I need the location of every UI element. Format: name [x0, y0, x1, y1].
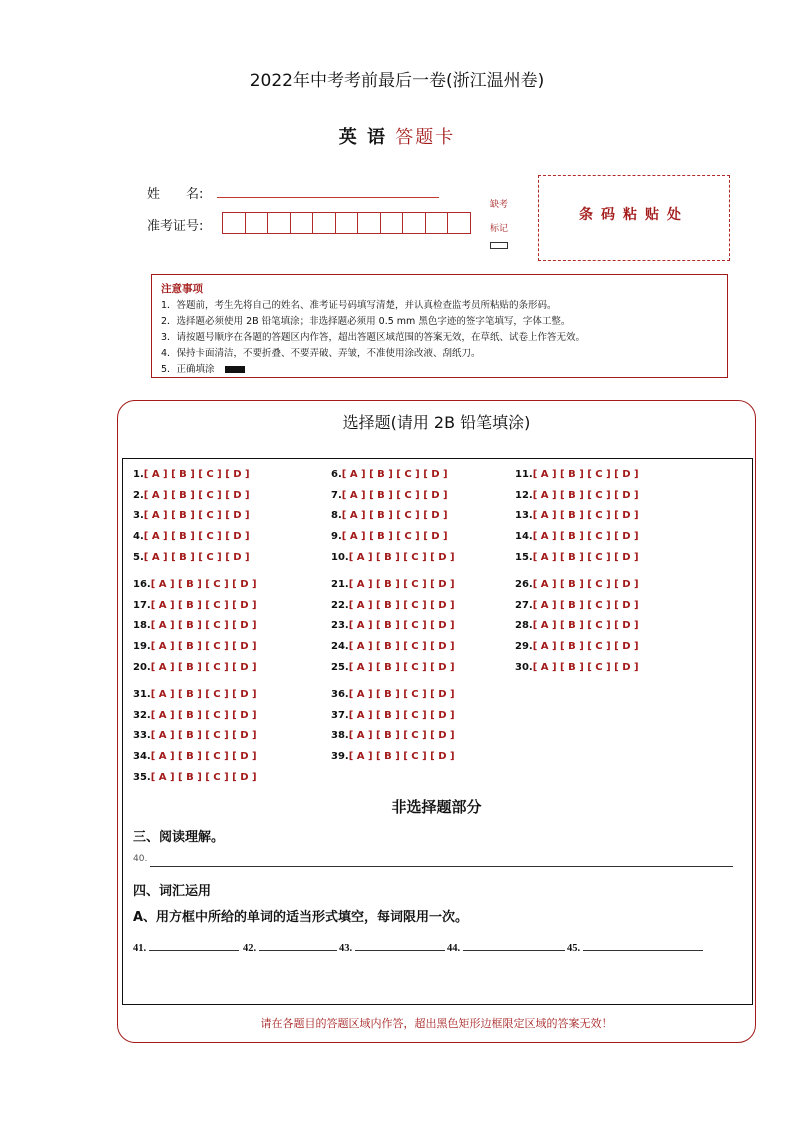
absent-mark-label: [480, 193, 518, 241]
question-number: 5.: [133, 551, 144, 563]
answer-options[interactable]: [ A ] [ B ] [ C ] [ D ]: [532, 620, 639, 632]
question-number: 1.: [133, 469, 144, 480]
answer-options[interactable]: [ A ] [ B ] [ C ] [ D ]: [348, 661, 455, 673]
choice-question-row[interactable]: [331, 730, 455, 741]
id-digit-box[interactable]: [402, 212, 426, 234]
question-number: 37.: [331, 709, 349, 721]
id-digit-box[interactable]: [357, 212, 381, 234]
id-digit-box[interactable]: [245, 212, 269, 234]
id-digit-box[interactable]: [290, 212, 314, 234]
question-number: 29.: [515, 641, 533, 653]
fill-answer-line[interactable]: [583, 940, 703, 951]
answer-options[interactable]: [ A ] [ B ] [ C ] [ D ]: [150, 751, 257, 763]
name-field[interactable]: [217, 196, 439, 198]
question-number: 38.: [331, 730, 349, 742]
absent-label-line-2: 标记: [489, 224, 508, 234]
choice-question-row[interactable]: [331, 689, 455, 700]
choice-question-row[interactable]: [515, 662, 639, 673]
answer-options[interactable]: [ A ] [ B ] [ C ] [ D ]: [341, 510, 448, 522]
answer-options[interactable]: [ A ] [ B ] [ C ] [ D ]: [532, 579, 639, 590]
name-label: 姓 名:: [147, 187, 204, 202]
note-item: 2．选择题必须使用 2B 铅笔填涂；非选择题必须用 0.5 mm 黑色字迹的签字笔填写，字体工整。: [161, 316, 571, 327]
question-number: 13.: [515, 510, 533, 522]
part-a-instruction: A、用方框中所给的单词的适当形式填空，每词限用一次。: [133, 910, 469, 925]
footer-warning: 请在各题目的答题区域内作答，超出黑色矩形边框限定区域的答案无效！: [260, 1017, 613, 1030]
fill-answer-line[interactable]: [355, 940, 445, 951]
choice-question-row[interactable]: [515, 531, 639, 542]
choice-question-row[interactable]: [515, 600, 639, 611]
answer-options[interactable]: [ A ] [ B ] [ C ] [ D ]: [341, 531, 448, 543]
question-number: 4.: [133, 531, 144, 543]
answer-options[interactable]: [ A ] [ B ] [ C ] [ D ]: [348, 689, 455, 700]
choice-section-title: 选择题(请用 2B 铅笔填涂): [342, 413, 531, 432]
choice-question-row[interactable]: [133, 531, 250, 542]
question-number: 24.: [331, 641, 349, 653]
question-number: 11.: [515, 469, 533, 480]
answer-options[interactable]: [ A ] [ B ] [ C ] [ D ]: [143, 531, 250, 543]
question-number: 30.: [515, 661, 533, 673]
answer-options[interactable]: [ A ] [ B ] [ C ] [ D ]: [150, 620, 257, 632]
choice-question-row[interactable]: [515, 579, 639, 590]
choice-question-row[interactable]: [133, 620, 257, 631]
choice-question-row[interactable]: [133, 641, 257, 652]
answer-options[interactable]: [ A ] [ B ] [ C ] [ D ]: [532, 551, 639, 563]
question-number: 19.: [133, 641, 151, 653]
answer-card-label: 答题卡: [395, 127, 456, 148]
answer-options[interactable]: [ A ] [ B ] [ C ] [ D ]: [532, 489, 639, 501]
id-label: 准考证号:: [147, 219, 204, 234]
question-number: 8.: [331, 510, 342, 522]
answer-options[interactable]: [ A ] [ B ] [ C ] [ D ]: [348, 751, 455, 763]
question-number: 20.: [133, 661, 151, 673]
question-number: 21.: [331, 579, 349, 590]
subject-label: 英 语: [338, 127, 387, 148]
choice-question-row[interactable]: [331, 641, 455, 652]
answer-options[interactable]: [ A ] [ B ] [ C ] [ D ]: [143, 510, 250, 522]
question-number: 14.: [515, 531, 533, 543]
exam-title: 2022年中考考前最后一卷(浙江温州卷): [249, 71, 545, 91]
choice-question-row[interactable]: [331, 579, 455, 590]
question-number: 27.: [515, 599, 533, 611]
answer-options[interactable]: [ A ] [ B ] [ C ] [ D ]: [150, 730, 257, 742]
id-digit-box[interactable]: [425, 212, 449, 234]
choice-question-row[interactable]: [133, 469, 250, 480]
answer-options[interactable]: [ A ] [ B ] [ C ] [ D ]: [150, 661, 257, 673]
choice-question-row[interactable]: [133, 772, 257, 783]
choice-question-row[interactable]: [331, 620, 455, 631]
answer-options[interactable]: [ A ] [ B ] [ C ] [ D ]: [532, 469, 639, 480]
q40-number: 40.: [133, 854, 148, 864]
answer-options[interactable]: [ A ] [ B ] [ C ] [ D ]: [348, 709, 455, 721]
question-number: 17.: [133, 599, 151, 611]
fill-item-45: [567, 940, 703, 954]
question-number: 18.: [133, 620, 151, 632]
choice-question-row[interactable]: [133, 510, 250, 521]
question-number: 32.: [133, 709, 151, 721]
fill-number: 41.: [133, 943, 147, 954]
choice-question-row[interactable]: [133, 730, 257, 741]
id-number-boxes[interactable]: [222, 212, 470, 234]
choice-question-row[interactable]: [331, 710, 455, 721]
answer-options[interactable]: [ A ] [ B ] [ C ] [ D ]: [348, 620, 455, 632]
q40-answer-line[interactable]: [150, 866, 733, 867]
id-digit-box[interactable]: [447, 212, 471, 234]
id-digit-box[interactable]: [380, 212, 404, 234]
answer-options[interactable]: [ A ] [ B ] [ C ] [ D ]: [143, 551, 250, 563]
fill-item-44: [447, 940, 565, 954]
fill-answer-line[interactable]: [463, 940, 565, 951]
note-item: 1．答题前，考生先将自己的姓名、准考证号码填写清楚，并认真检查监考员所粘贴的条形码。: [161, 300, 557, 311]
answer-options[interactable]: [ A ] [ B ] [ C ] [ D ]: [143, 489, 250, 501]
choice-question-row[interactable]: [331, 600, 455, 611]
question-number: 9.: [331, 531, 342, 543]
choice-question-row[interactable]: [133, 552, 250, 563]
reading-heading: 三、阅读理解。: [133, 830, 225, 845]
id-digit-box[interactable]: [267, 212, 291, 234]
answer-options[interactable]: [ A ] [ B ] [ C ] [ D ]: [348, 551, 455, 563]
question-number: 15.: [515, 551, 533, 563]
choice-question-row[interactable]: [515, 552, 639, 563]
card-title: [0, 123, 794, 149]
fill-number: 42.: [243, 943, 257, 954]
answer-options[interactable]: [ A ] [ B ] [ C ] [ D ]: [150, 689, 257, 700]
answer-options[interactable]: [ A ] [ B ] [ C ] [ D ]: [341, 489, 448, 501]
choice-question-row[interactable]: [133, 662, 257, 673]
note-item: 3．请按题号顺序在各题的答题区内作答，超出答题区域范围的答案无效，在草纸、试卷上作答无效。: [161, 332, 586, 343]
question-number: 28.: [515, 620, 533, 632]
answer-options[interactable]: [ A ] [ B ] [ C ] [ D ]: [150, 771, 257, 783]
note-item-text: 5．正确填涂: [161, 364, 215, 375]
fill-number: 45.: [567, 943, 581, 954]
question-number: 7.: [331, 489, 342, 501]
fill-answer-line[interactable]: [149, 940, 239, 951]
question-number: 25.: [331, 661, 349, 673]
choice-question-row[interactable]: [331, 510, 448, 521]
notes-box: [151, 274, 728, 378]
fill-item-43: [339, 940, 445, 954]
question-number: 10.: [331, 551, 349, 563]
question-number: 16.: [133, 579, 151, 590]
choice-question-row[interactable]: [133, 600, 257, 611]
choice-question-row[interactable]: [515, 510, 639, 521]
question-number: 12.: [515, 489, 533, 501]
note-item: [161, 362, 727, 378]
question-number: 36.: [331, 689, 349, 700]
answer-options[interactable]: [ A ] [ B ] [ C ] [ D ]: [532, 661, 639, 673]
choice-question-row[interactable]: [515, 641, 639, 652]
id-digit-box[interactable]: [312, 212, 336, 234]
choice-question-row[interactable]: [133, 579, 257, 590]
question-number: 34.: [133, 751, 151, 763]
choice-question-row[interactable]: [515, 620, 639, 631]
fill-number: 43.: [339, 943, 353, 954]
choice-question-row[interactable]: [331, 531, 448, 542]
question-number: 2.: [133, 489, 144, 501]
answer-options[interactable]: [ A ] [ B ] [ C ] [ D ]: [532, 599, 639, 611]
question-number: 31.: [133, 689, 151, 700]
question-number: 35.: [133, 771, 151, 783]
barcode-label: 条码粘贴处: [579, 207, 689, 223]
barcode-area: [538, 175, 730, 261]
fill-item-42: [243, 940, 337, 954]
choice-question-row[interactable]: [133, 710, 257, 721]
choice-question-row[interactable]: [331, 552, 455, 563]
answer-options[interactable]: [ A ] [ B ] [ C ] [ D ]: [532, 641, 639, 653]
answer-options[interactable]: [ A ] [ B ] [ C ] [ D ]: [143, 469, 250, 480]
filled-sample-mark: [225, 366, 245, 373]
choice-question-row[interactable]: [515, 490, 639, 501]
choice-question-row[interactable]: [331, 751, 455, 762]
answer-options[interactable]: [ A ] [ B ] [ C ] [ D ]: [532, 531, 639, 543]
choice-question-row[interactable]: [515, 469, 639, 480]
choice-question-row[interactable]: [331, 490, 448, 501]
notes-title: 注意事项: [161, 283, 203, 295]
question-number: 26.: [515, 579, 533, 590]
choice-question-row[interactable]: [133, 689, 257, 700]
answer-options[interactable]: [ A ] [ B ] [ C ] [ D ]: [341, 469, 448, 480]
question-number: 33.: [133, 730, 151, 742]
answer-options[interactable]: [ A ] [ B ] [ C ] [ D ]: [348, 730, 455, 742]
answer-options[interactable]: [ A ] [ B ] [ C ] [ D ]: [150, 709, 257, 721]
id-digit-box[interactable]: [335, 212, 359, 234]
question-number: 39.: [331, 751, 349, 763]
answer-options[interactable]: [ A ] [ B ] [ C ] [ D ]: [150, 579, 257, 590]
absent-mark-box[interactable]: [490, 242, 508, 249]
question-number: 3.: [133, 510, 144, 522]
absent-label-line-1: 缺考: [489, 200, 508, 210]
choice-question-row[interactable]: [133, 751, 257, 762]
answer-options[interactable]: [ A ] [ B ] [ C ] [ D ]: [348, 641, 455, 653]
answer-options[interactable]: [ A ] [ B ] [ C ] [ D ]: [348, 579, 455, 590]
nonchoice-title: 非选择题部分: [391, 798, 482, 816]
answer-options[interactable]: [ A ] [ B ] [ C ] [ D ]: [532, 510, 639, 522]
question-number: 23.: [331, 620, 349, 632]
choice-question-row[interactable]: [331, 662, 455, 673]
answer-options[interactable]: [ A ] [ B ] [ C ] [ D ]: [150, 599, 257, 611]
fill-number: 44.: [447, 943, 461, 954]
question-number: 6.: [331, 469, 342, 480]
id-digit-box[interactable]: [222, 212, 246, 234]
answer-options[interactable]: [ A ] [ B ] [ C ] [ D ]: [348, 599, 455, 611]
vocab-heading: 四、词汇运用: [133, 884, 212, 899]
note-item: 4．保持卡面清洁，不要折叠、不要弄破、弄皱，不准使用涂改液、刮纸刀。: [161, 348, 481, 359]
choice-question-row[interactable]: [331, 469, 448, 480]
answer-options[interactable]: [ A ] [ B ] [ C ] [ D ]: [150, 641, 257, 653]
fill-answer-line[interactable]: [259, 940, 337, 951]
choice-question-row[interactable]: [133, 490, 250, 501]
fill-item-41: [133, 940, 239, 954]
question-number: 22.: [331, 599, 349, 611]
